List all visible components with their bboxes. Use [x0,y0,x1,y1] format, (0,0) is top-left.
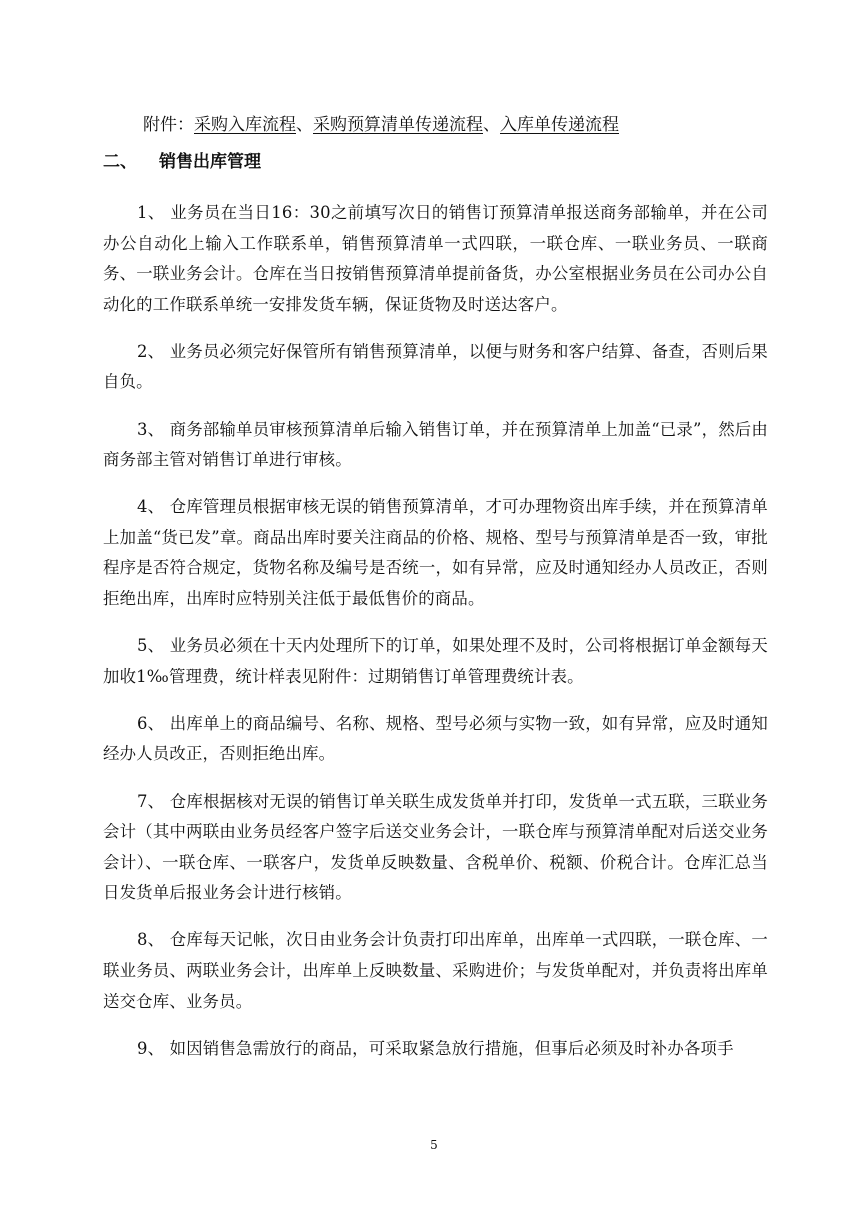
section-title: 销售出库管理 [159,152,261,172]
paragraph-1: 1、 业务员在当日16：30之前填写次日的销售订预算清单报送商务部输单，并在公司办公自动化上输入工作联系单，销售预算清单一式四联，一联仓库、一联业务员、一联商务、一联业务会计。仓库在当日按销售预算清单提前备货，办公室根据业务员在公司办公自动化的工作联系单统一安排发货车辆，保证货物及时送达客户。 [103,203,768,314]
paragraph-8: 8、 仓库每天记帐，次日由业务会计负责打印出库单，出库单一式四联，一联仓库、一联业务员、两联业务会计，出库单上反映数量、采购进价；与发货单配对，并负责将出库单送交仓库、业务员。 [103,930,768,1011]
paragraph-3: 3、 商务部输单员审核预算清单后输入销售订单，并在预算清单上加盖“已录”，然后由商务部主管对销售订单进行审核。 [103,419,768,470]
section-number: 二、 [103,152,137,172]
attachment-separator: 、 [296,115,313,135]
page-number: 5 [430,1138,438,1152]
paragraph-5: 5、 业务员必须在十天内处理所下的订单，如果处理不及时，公司将根据订单金额每天加收1‰管理费，统计样表见附件：过期销售订单管理费统计表。 [103,636,768,686]
paragraph-6: 6、 出库单上的商品编号、名称、规格、型号必须与实物一致，如有异常，应及时通知经办人员改正，否则拒绝出库。 [103,713,768,764]
section-heading [103,147,261,177]
attachment-link-purchase-inbound[interactable]: 采购入库流程 [194,115,296,135]
attachment-label: 附件： [143,115,194,135]
paragraph-7: 7、 仓库根据核对无误的销售订单关联生成发货单并打印，发货单一式五联，三联业务会计（其中两联由业务员经客户签字后送交业务会计，一联仓库与预算清单配对后送交业务会计）、一联仓库、一联客户，发货单反映数量、含税单价、税额、价税合计。仓库汇总当日发货单后报业务会计进行核销。 [103,791,768,903]
paragraph-4: 4、 仓库管理员根据审核无误的销售预算清单，才可办理物资出库手续，并在预算清单上加盖“货已发”章。商品出库时要关注商品的价格、规格、型号与预算清单是否一致，审批程序是否符合规定，货物名称及编号是否统一，如有异常，应及时通知经办人员改正，否则拒绝出库，出库时应特别关注低于最低售价的商品。 [103,497,768,609]
paragraph-2: 2、 业务员必须完好保管所有销售预算清单，以便与财务和客户结算、备查，否则后果自负。 [103,341,768,392]
paragraph-9: 9、 如因销售急需放行的商品，可采取紧急放行措施，但事后必须及时补办各项手 [137,1038,734,1058]
attachment-link-budget-list[interactable]: 采购预算清单传递流程 [313,115,483,135]
attachment-separator: 、 [483,115,500,135]
body-content [103,198,768,1081]
attachment-link-inbound-slip[interactable]: 入库单传递流程 [500,115,619,135]
attachment-line [143,110,619,140]
